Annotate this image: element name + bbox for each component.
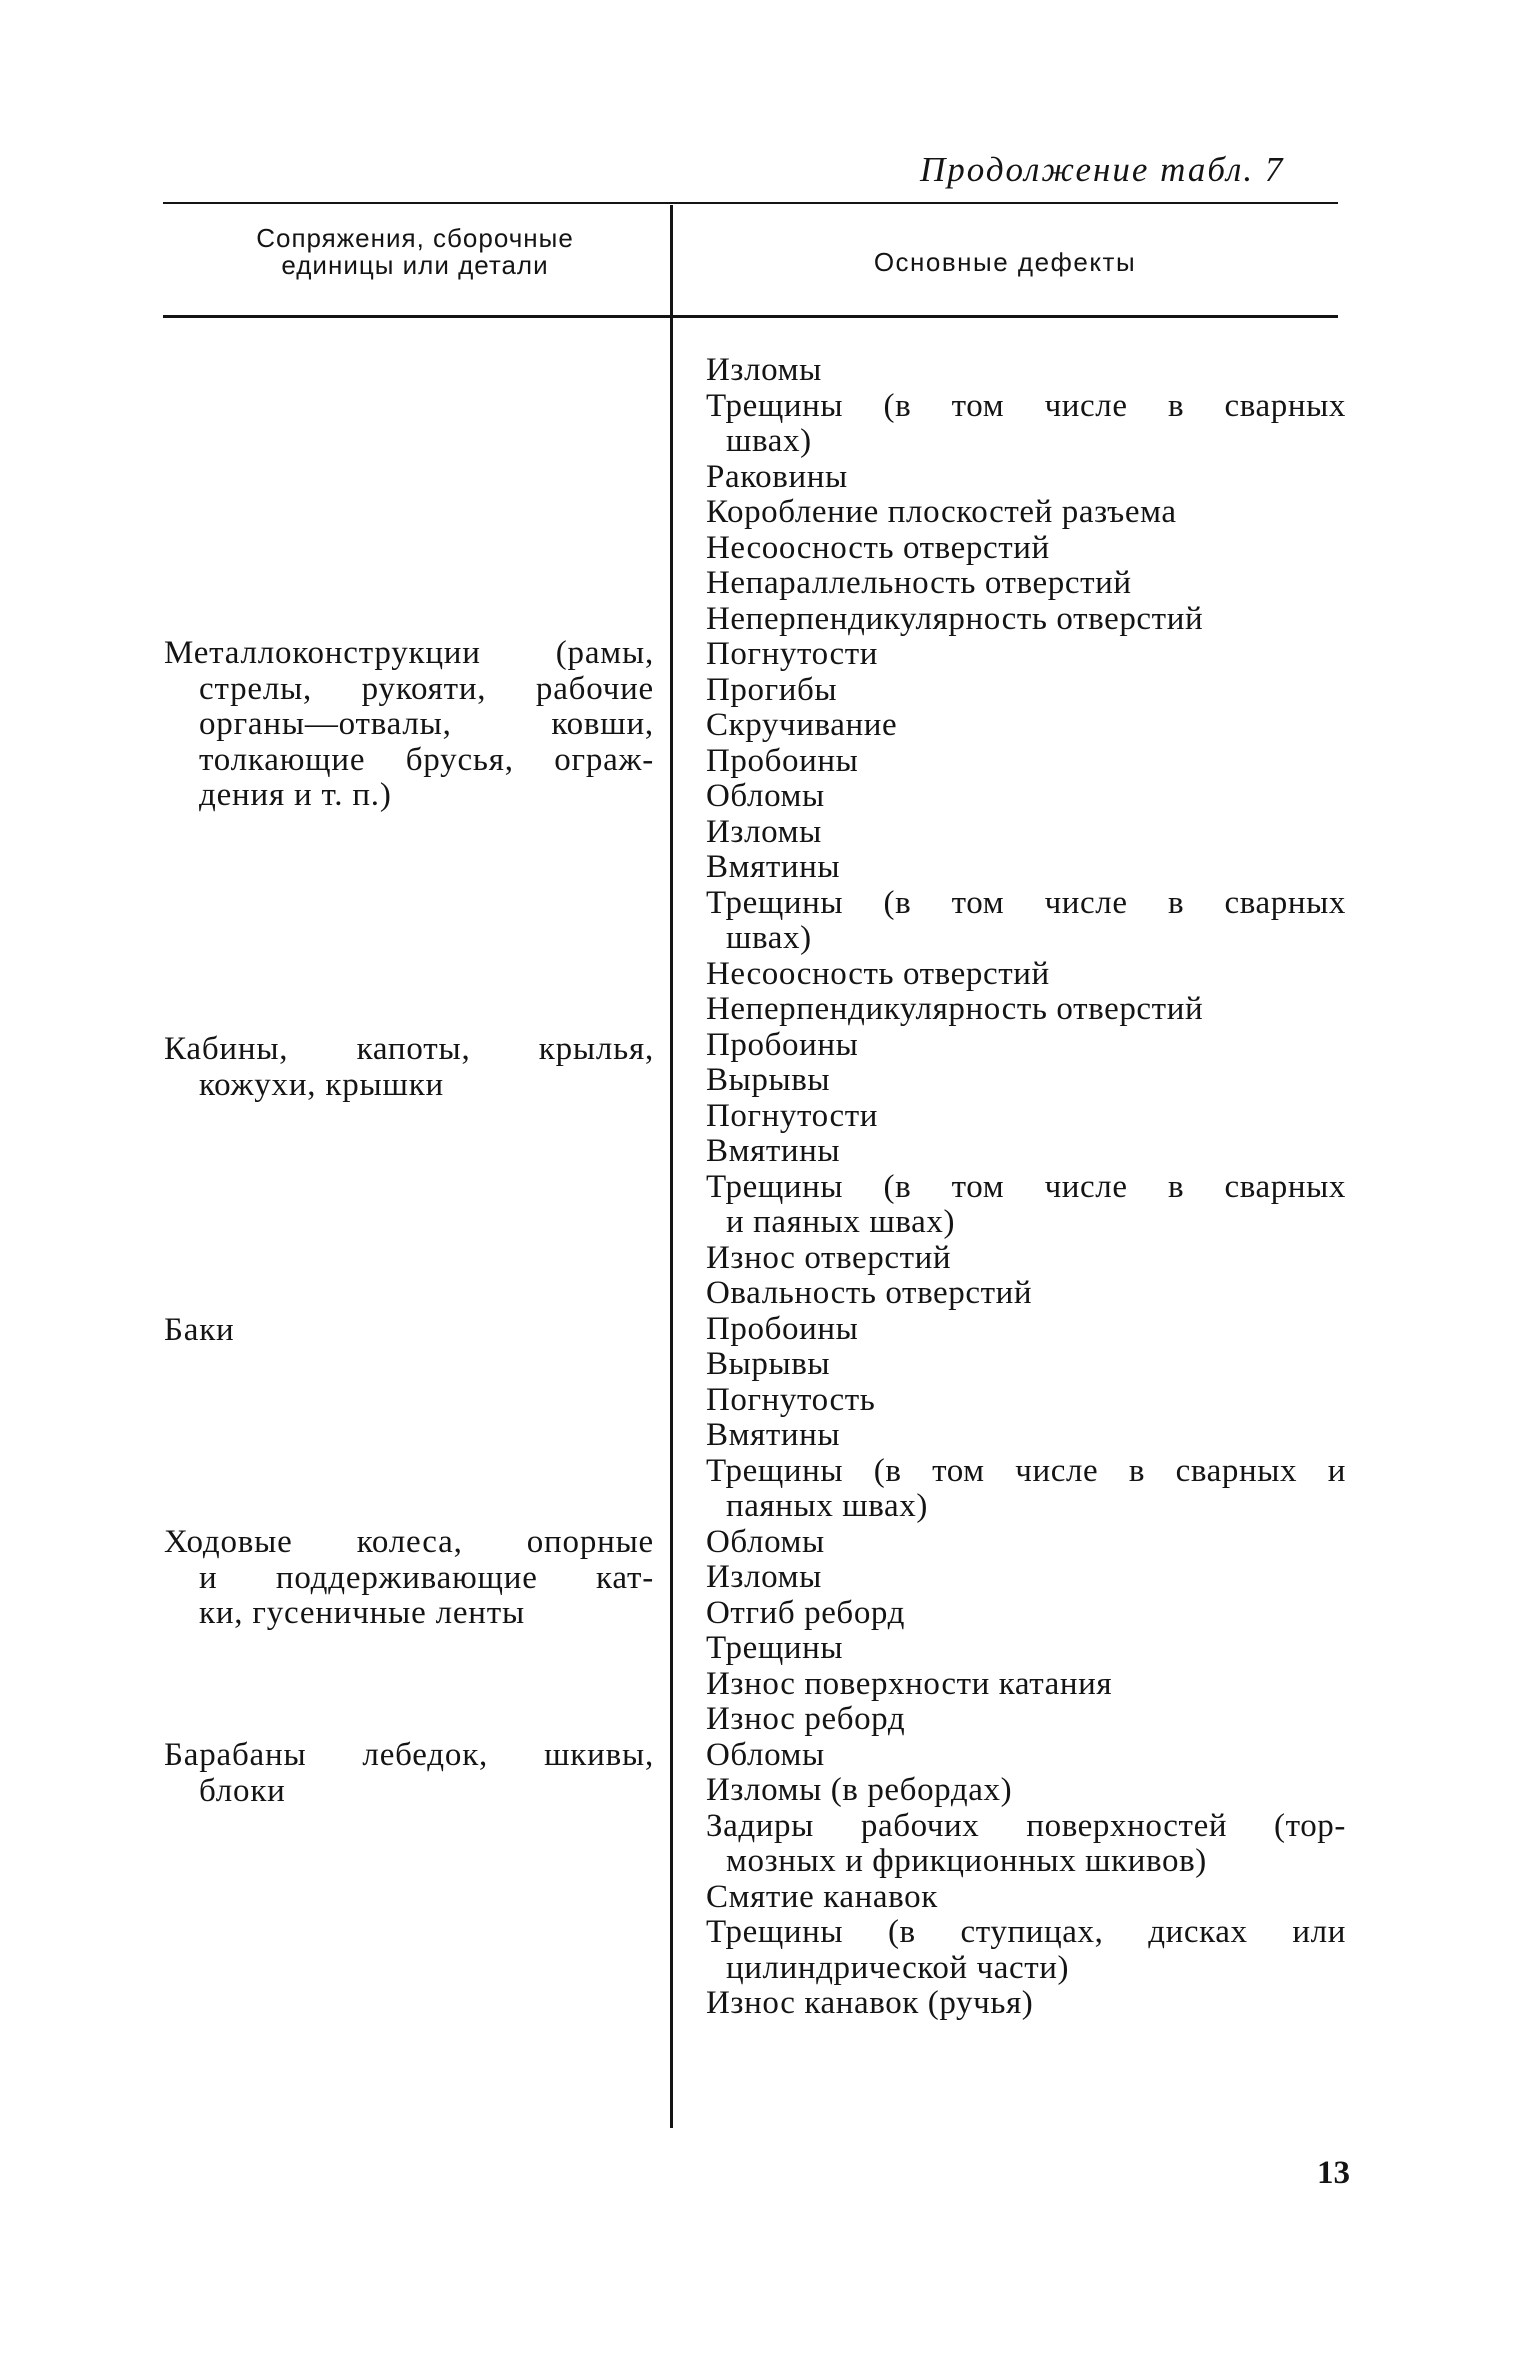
group-line: ки, гусеничные ленты — [199, 1595, 525, 1631]
defect-item: Пробоины — [706, 1026, 859, 1063]
defect-item: Погнутость — [706, 1381, 876, 1418]
defect-item: Обломы — [706, 1523, 825, 1560]
column-header-assemblies-line1: Сопряжения, сборочные — [256, 223, 574, 253]
group-line: Баки — [164, 1312, 235, 1348]
group-line: стрелы, рукояти, рабочие — [199, 670, 654, 707]
group-line: органы—отвалы, ковши, — [199, 706, 654, 742]
defect-item: Изломы (в ребордах) — [706, 1772, 1013, 1808]
column-header-assemblies-line2: единицы или детали — [281, 250, 549, 280]
defect-item: Неперпендикулярность отверстий — [706, 600, 1204, 637]
column-header-defects: Основные дефекты — [873, 247, 1137, 277]
defect-item: паяных швах) — [726, 1488, 928, 1524]
defect-item: Износ канавок (ручья) — [706, 1985, 1034, 2021]
defect-item: Изломы — [706, 1559, 822, 1595]
defect-item: Вмятины — [706, 849, 841, 885]
defect-item: мозных и фрикционных шкивов) — [726, 1843, 1207, 1879]
defect-item: Овальность отверстий — [706, 1275, 1033, 1311]
defect-item: Трещины (в том числе в сварных — [706, 387, 1346, 424]
defect-item: Несоосность отверстий — [706, 529, 1050, 566]
defect-item: и паяных швах) — [726, 1204, 956, 1240]
defect-item: Задиры рабочих поверхностей (тор- — [706, 1807, 1346, 1844]
defect-item: Погнутости — [706, 636, 879, 672]
defect-item: Трещины (в том числе в сварных — [706, 1168, 1346, 1205]
group-winch-drums — [164, 1738, 654, 1809]
group-line: толкающие брусья, ограж- — [199, 741, 654, 778]
group-line: Металлоконструкции (рамы, — [164, 635, 654, 671]
group-line: кожухи, крышки — [199, 1066, 445, 1103]
defect-item: швах) — [726, 423, 812, 459]
defect-item: Вырывы — [706, 1062, 831, 1098]
defect-item: Износ отверстий — [706, 1239, 952, 1276]
page-number: 13 — [1317, 2155, 1350, 2191]
defect-item: Износ реборд — [706, 1701, 906, 1737]
group-metal-structures — [164, 636, 654, 814]
defect-item: Коробление плоскостей разъема — [706, 494, 1177, 530]
group-line: Барабаны лебедок, шкивы, — [164, 1737, 654, 1773]
defect-item: Несоосность отверстий — [706, 955, 1050, 992]
defect-item: Обломы — [706, 778, 825, 814]
defect-item: цилиндрической части) — [726, 1949, 1070, 1986]
defect-item: Износ поверхности катания — [706, 1665, 1113, 1702]
defect-item: Вмятины — [706, 1133, 841, 1169]
defect-item: Вмятины — [706, 1417, 841, 1453]
defect-item: Вырывы — [706, 1346, 831, 1382]
group-tanks — [164, 1313, 654, 1349]
defect-item: Прогибы — [706, 671, 838, 708]
defect-item: Изломы — [706, 352, 822, 388]
group-line: Кабины, капоты, крылья, — [164, 1031, 654, 1067]
defect-item: Обломы — [706, 1736, 825, 1773]
group-running-wheels — [164, 1525, 654, 1632]
defect-item: Неперпендикулярность отверстий — [706, 991, 1204, 1027]
table-caption: Продолжение табл. 7 — [920, 150, 1285, 189]
defect-item: Трещины (в том числе в сварных и — [706, 1452, 1346, 1489]
column-divider — [670, 205, 673, 2128]
group-line: дения и т. п.) — [199, 777, 392, 813]
defect-item: швах) — [726, 920, 812, 956]
defect-item: Раковины — [706, 458, 848, 495]
group-line: блоки — [199, 1772, 286, 1809]
defect-item: Трещины (в ступицах, дисках или — [706, 1914, 1346, 1950]
defect-item: Непараллельность отверстий — [706, 565, 1132, 601]
header-bottom-rule — [163, 315, 1338, 318]
defect-item: Пробоины — [706, 1310, 859, 1347]
group-line: Ходовые колеса, опорные — [164, 1524, 654, 1560]
defect-item: Смятие канавок — [706, 1878, 938, 1915]
table-top-rule — [163, 202, 1338, 204]
defects-list — [706, 353, 1346, 2022]
defect-item: Пробоины — [706, 742, 859, 779]
defect-item: Изломы — [706, 813, 822, 850]
group-line: и поддерживающие кат- — [199, 1559, 654, 1596]
group-cabins — [164, 1032, 654, 1103]
defect-item: Трещины (в том числе в сварных — [706, 884, 1346, 921]
defect-item: Трещины — [706, 1630, 844, 1666]
defect-item: Отгиб реборд — [706, 1594, 905, 1631]
defect-item: Скручивание — [706, 707, 898, 743]
defect-item: Погнутости — [706, 1097, 879, 1134]
column-header-assemblies — [170, 225, 660, 279]
